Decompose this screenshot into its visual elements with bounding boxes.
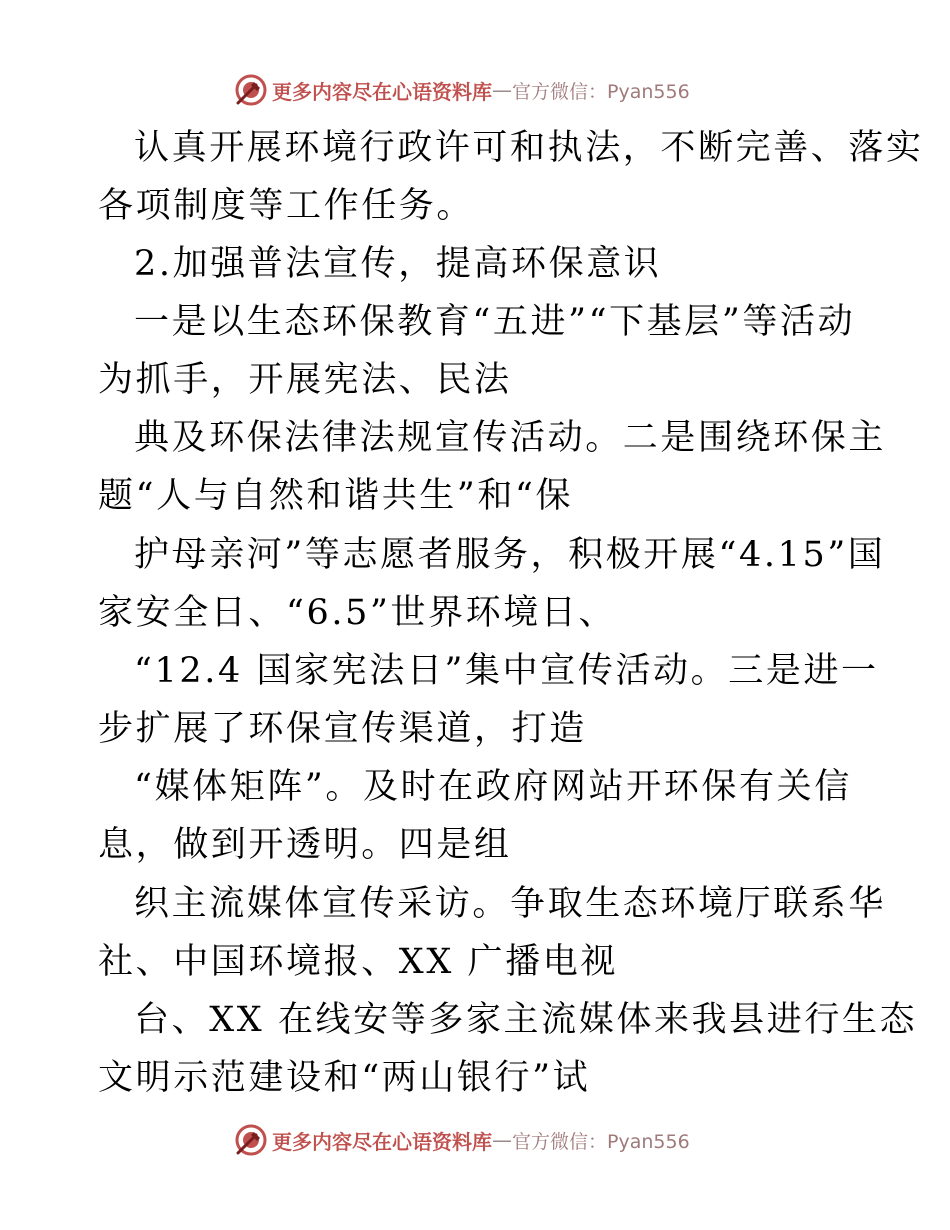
text-line: 为抓手，开展宪法、民法 — [98, 360, 512, 400]
banner-main-text: 更多内容尽在心语资料库 — [272, 1129, 492, 1154]
footer-banner — [234, 1122, 690, 1158]
banner-separator: — — [492, 78, 512, 102]
pen-logo-icon — [234, 1123, 268, 1157]
text-line: 步扩展了环保宣传渠道，打造 — [98, 709, 587, 749]
text-line: 一是以生态环保教育“五进”“下基层”等活动 — [134, 302, 856, 342]
text-line: 文明示范建设和“两山银行”试 — [98, 1058, 591, 1098]
text-line: 社、中国环境报、XX 广播电视 — [98, 942, 618, 982]
section-heading: 2.加强普法宣传，提高环保意识 — [134, 244, 662, 284]
banner-main-text: 更多内容尽在心语资料库 — [272, 79, 492, 104]
banner-wechat-text: 官方微信：Pyan556 — [512, 1130, 690, 1153]
banner-separator: — — [492, 1128, 512, 1152]
text-line: 息，做到开透明。四是组 — [98, 825, 512, 865]
text-line: 台、XX 在线安等多家主流媒体来我县进行生态 — [134, 1000, 918, 1040]
text-line: “12.4 国家宪法日”集中宣传活动。三是进一 — [134, 651, 879, 691]
text-line: 织主流媒体宣传采访。争取生态环境厅联系华 — [134, 884, 887, 924]
text-line: 典及环保法律法规宣传活动。二是围绕环保主 — [134, 418, 887, 458]
text-line: 认真开展环境行政许可和执法，不断完善、落实 — [134, 128, 924, 168]
text-line: 题“人与自然和谐共生”和“保 — [98, 476, 574, 516]
text-line: 各项制度等工作任务。 — [98, 186, 475, 226]
banner-wechat-text: 官方微信：Pyan556 — [512, 80, 690, 103]
text-line: “媒体矩阵”。及时在政府网站开环保有关信 — [134, 767, 852, 807]
text-line: 家安全日、“6.5”世界环境日、 — [98, 593, 617, 633]
text-line: 护母亲河”等志愿者服务，积极开展“4.15”国 — [134, 535, 886, 575]
